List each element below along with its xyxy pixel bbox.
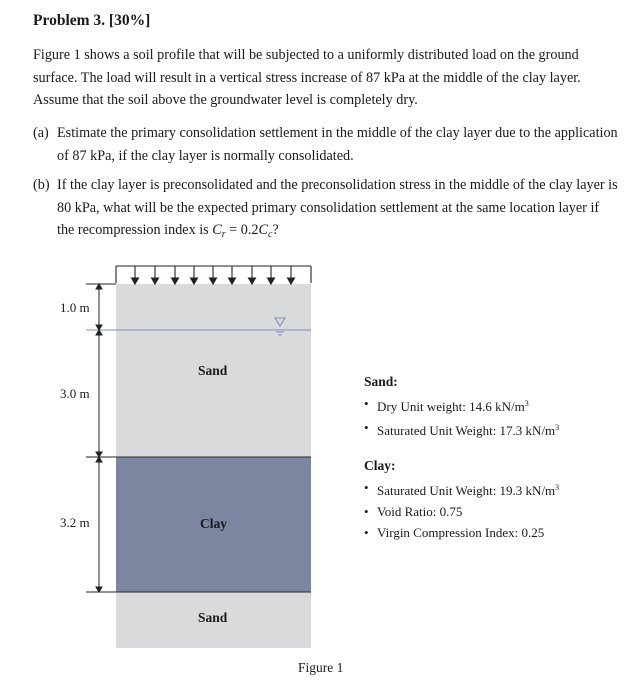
problem-intro: Figure 1 shows a soil profile that will be subjected to a uniformly distributed load on the ground surface. The load will result in a vertical stress increase of 87 kPa at the middle of the clay layer. Assume that the soil above the groundwater level is completely dry. [33, 47, 581, 108]
load-arrow [229, 266, 236, 284]
load-arrow [249, 266, 256, 284]
dim-label-3: 3.2 m [60, 515, 90, 530]
dim-label-2: 3.0 m [60, 386, 90, 401]
list-item: • Void Ratio: 0.75 [364, 501, 634, 522]
load-arrow [288, 266, 295, 284]
clay-properties [364, 458, 634, 543]
load-arrow [210, 266, 217, 284]
formula-cc-sub: c [267, 229, 273, 240]
part-b-end: ? [272, 222, 279, 238]
dim-label-1: 1.0 m [60, 300, 90, 315]
formula-cr-sub: r [221, 229, 226, 240]
formula-cc: C [258, 222, 268, 238]
layer-label-sand-lower: Sand [198, 610, 228, 625]
problem-title: Problem 3. [30%] [33, 12, 151, 29]
layer-label-sand-upper: Sand [198, 363, 228, 378]
load-arrow [152, 266, 159, 284]
distributed-load-arrows [116, 266, 311, 284]
clay-properties-list [364, 477, 634, 543]
load-arrow [191, 266, 198, 284]
formula-eq: = 0.2 [225, 222, 259, 238]
sand-properties-list [364, 393, 634, 441]
part-b-label: (b) [33, 177, 50, 193]
list-item: • Virgin Compression Index: 0.25 [364, 522, 634, 543]
list-item: • Saturated Unit Weight: 17.3 $kN/m^3$ [364, 417, 634, 441]
part-a-label: (a) [33, 125, 49, 141]
part-a-text: Estimate the primary consolidation settlement in the middle of the clay layer due to the application of 87 kPa, if the clay layer is normally consolidated. [57, 125, 618, 164]
layer-label-clay: Clay [200, 516, 227, 531]
load-arrow [172, 266, 179, 284]
load-arrow [268, 266, 275, 284]
sand-properties [364, 374, 634, 441]
part-b-text: If the clay layer is preconsolidated and the preconsolidation stress in the middle of the clay layer is 80 kPa, what will be the expected primary consolidation settlement at the same location layer if the recompression index is [57, 177, 618, 238]
formula-cr: C [212, 222, 222, 238]
clay-properties-title: Clay: [364, 458, 396, 473]
sand-properties-title: Sand: [364, 374, 398, 389]
load-arrow [132, 266, 139, 284]
figure-caption: Figure 1 [298, 660, 344, 675]
list-item: • Saturated Unit Weight: 19.3 $kN/m^3$ [364, 477, 634, 501]
list-item: • Dry Unit weight: 14.6 $kN/m^3$ [364, 393, 634, 417]
